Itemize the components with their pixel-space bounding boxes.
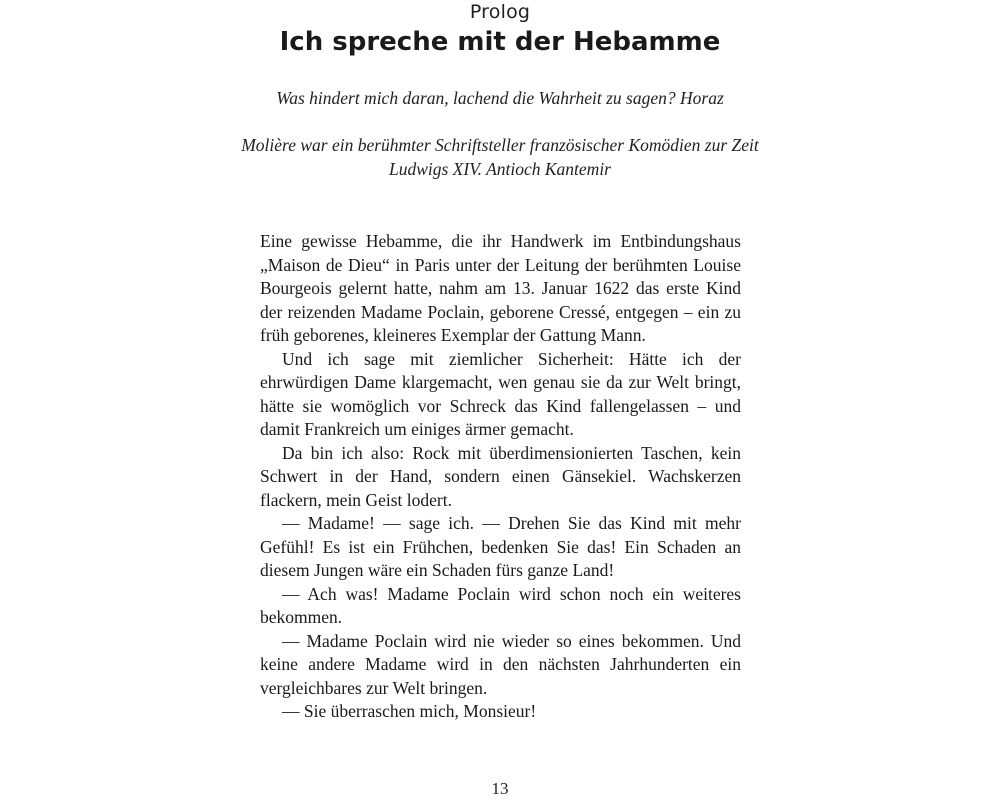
epigraph-horaz: Was hindert mich daran, lachend die Wahrheit zu sagen? Horaz bbox=[276, 88, 724, 108]
paragraph: Da bin ich also: Rock mit überdimensionierten Taschen, kein Schwert in der Hand, sondern einen Gänsekiel. Wachskerzen flackern, mein Geist lodert. bbox=[260, 442, 741, 510]
chapter-title: Ich spreche mit der Hebamme bbox=[279, 27, 721, 57]
paragraph: Und ich sage mit ziemlicher Sicherheit: Hätte ich der ehrwürdigen Dame klargemacht, wen genau sie da zur Welt bringt, hätte sie womöglich vor Schreck das Kind fallengelassen – und damit Frankreich um einiges ärmer gemacht. bbox=[260, 348, 741, 439]
chapter-label: Prolog bbox=[469, 1, 531, 23]
dialogue-line: — Madame Poclain wird nie wieder so eines bekommen. Und keine andere Madame wird in den nächsten Jahrhunderten ein vergleichbares zur Welt bringen. bbox=[260, 630, 741, 698]
paragraph: Eine gewisse Hebamme, die ihr Handwerk im Entbindungshaus „Maison de Dieu“ in Paris unter der Leitung der berühmten Louise Bourgeois gelernt hatte, nahm am 13. Januar 1622 das erste Kind der reizenden Madame Poclain, geborene Cressé, entgegen – ein zu früh geborenes, kleineres Exemplar der Gattung Mann. bbox=[260, 231, 741, 345]
dialogue-line: — Ach was! Madame Poclain wird schon noch ein weiteres bekommen. bbox=[260, 583, 741, 627]
page-number: 13 bbox=[491, 779, 509, 798]
epigraph-kantemir: Molière war ein berühmter Schriftsteller französischer Komödien zur Zeit Ludwigs XIV. Antioch Kantemir bbox=[241, 135, 759, 179]
dialogue-line: — Sie überraschen mich, Monsieur! bbox=[282, 701, 537, 721]
body-text bbox=[260, 230, 741, 724]
dialogue-line: — Madame! — sage ich. — Drehen Sie das Kind mit mehr Gefühl! Es ist ein Frühchen, bedenken Sie das! Ein Schaden an diesem Jungen wäre ein Schaden fürs ganze Land! bbox=[260, 513, 741, 580]
